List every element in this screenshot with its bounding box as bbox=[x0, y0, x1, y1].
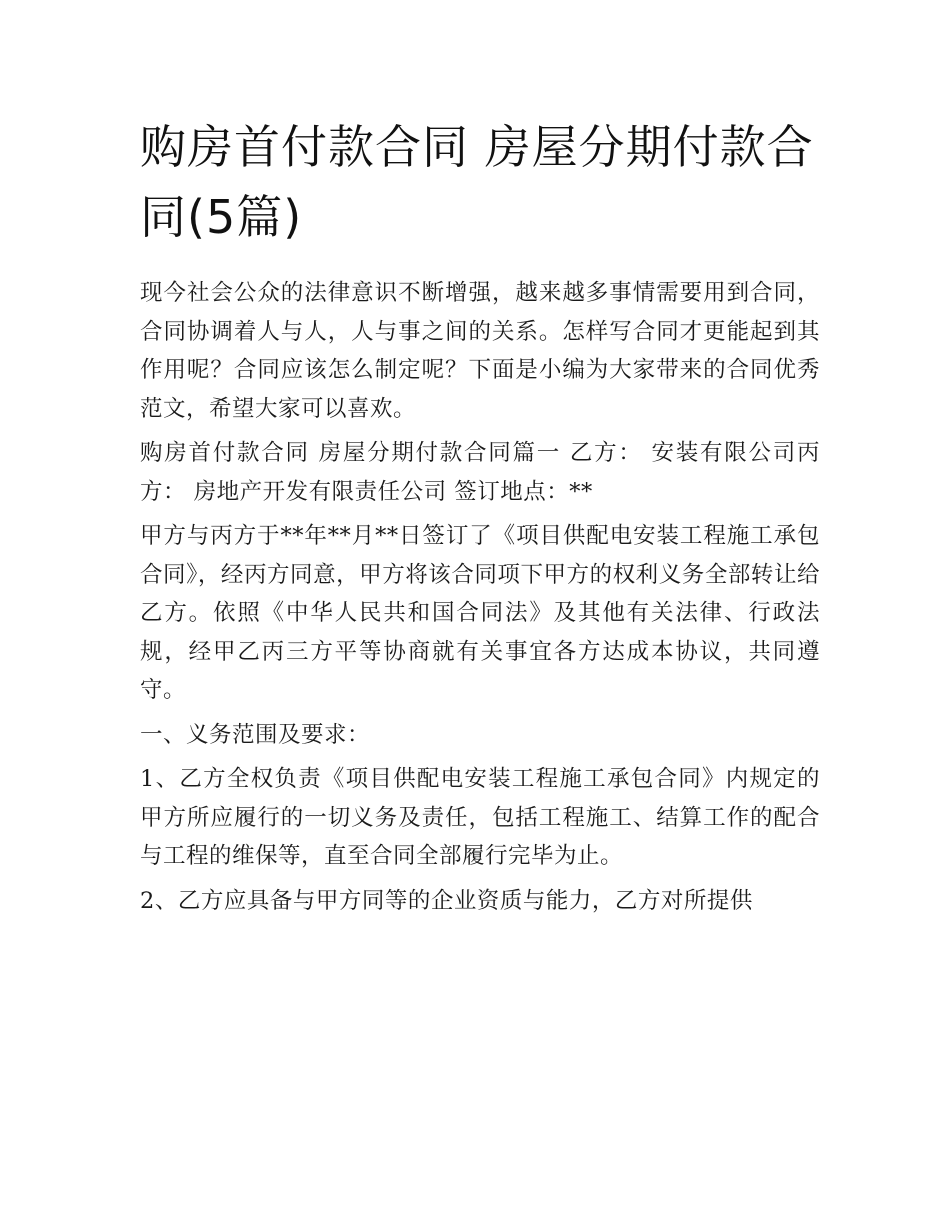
paragraph-parties: 购房首付款合同 房屋分期付款合同篇一 乙方： 安装有限公司丙方： 房地产开发有限责任公司 签订地点：** bbox=[140, 440, 820, 505]
clause-2: 2、乙方应具备与甲方同等的企业资质与能力，乙方对所提供 bbox=[140, 887, 753, 914]
section-heading-obligations: 一、义务范围及要求： bbox=[140, 721, 371, 748]
document-title: 购房首付款合同 房屋分期付款合同(5篇) bbox=[140, 120, 814, 244]
clause-1: 1、乙方全权负责《项目供配电安装工程施工承包合同》内规定的甲方所应履行的一切义务及责任，包括工程施工、结算工作的配合与工程的维保等，直至合同全部履行完毕为止。 bbox=[140, 766, 820, 869]
document-page bbox=[140, 112, 820, 926]
document-body bbox=[140, 274, 820, 920]
paragraph-agreement: 甲方与丙方于**年**月**日签订了《项目供配电安装工程施工承包合同》，经丙方同意，甲方将该合同项下甲方的权利义务全部转让给乙方。依照《中华人民共和国合同法》及其他有关法律、行政法规，经甲乙丙三方平等协商就有关事宜各方达成本协议，共同遵守。 bbox=[140, 523, 820, 703]
paragraph-intro: 现今社会公众的法律意识不断增强，越来越多事情需要用到合同，合同协调着人与人，人与事之间的关系。怎样写合同才更能起到其作用呢？合同应该怎么制定呢？下面是小编为大家带来的合同优秀范文，希望大家可以喜欢。 bbox=[140, 280, 820, 422]
